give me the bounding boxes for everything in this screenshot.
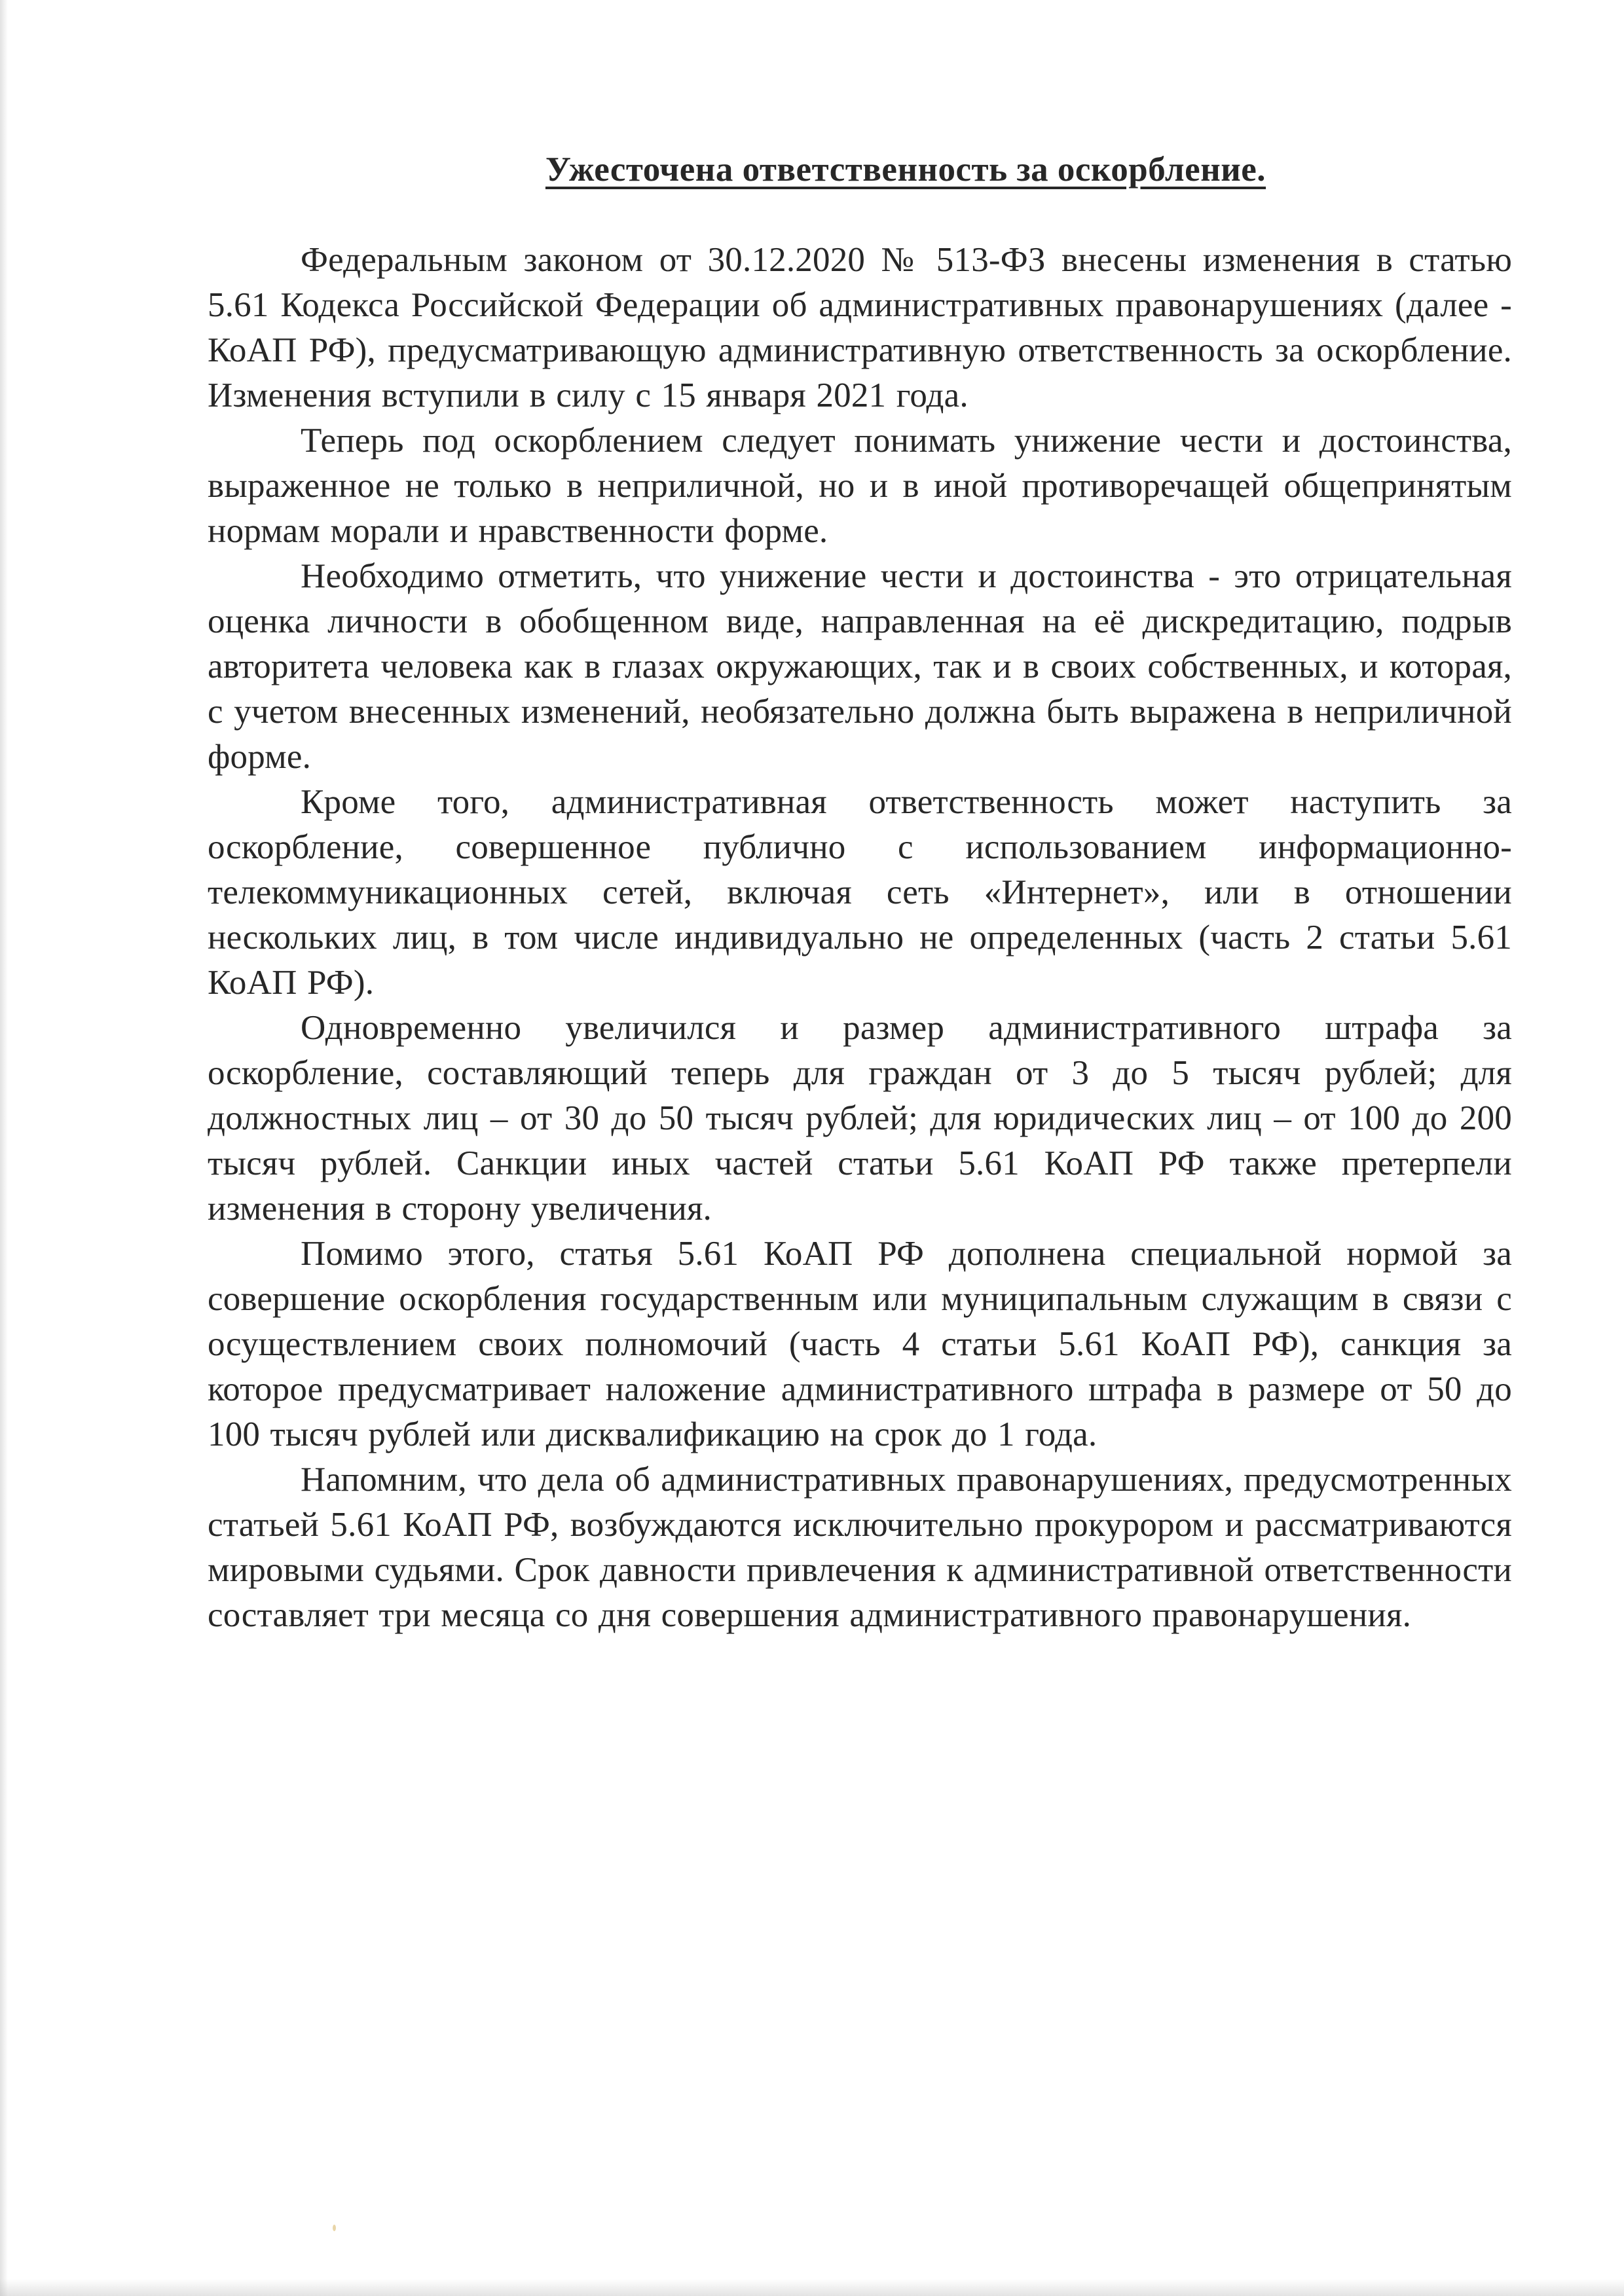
paragraph: Необходимо отметить, что унижение чести и достоинства - это отрицательная оценка личности в обобщенном виде, направленная на её дискредитацию, подрыв авторитета человека как в глазах окружающих, так и в своих собственных, и которая, с учетом внесенных изменений, необязательно должна быть выражена в неприличной форме. (208, 557, 1512, 776)
document-body (208, 147, 1512, 1638)
document-title: Ужесточена ответственность за оскорбление. (545, 151, 1266, 189)
scan-artifact-bottom-edge (0, 2279, 1624, 2296)
scan-artifact-speck (333, 2225, 336, 2231)
paragraph: Кроме того, административная ответственность может наступить за оскорбление, совершенное публично с использованием информационно-телекоммуникационных сетей, включая сеть «Интернет», или в отношении нескольких лиц, в том числе индивидуально не определенных (часть 2 статьи 5.61 КоАП РФ). (208, 783, 1512, 1002)
paragraph: Напомним, что дела об административных правонарушениях, предусмотренных статьей 5.61 КоАП РФ, возбуждаются исключительно прокурором и рассматриваются мировыми судьями. Срок давности привлечения к административной ответственности составляет три месяца со дня совершения административного правонарушения. (208, 1461, 1512, 1634)
scan-artifact-left-edge (0, 0, 8, 2296)
paragraph: Одновременно увеличился и размер административного штрафа за оскорбление, составляющий теперь для граждан от 3 до 5 тысяч рублей; для должностных лиц – от 30 до 50 тысяч рублей; для юридических лиц – от 100 до 200 тысяч рублей. Санкции иных частей статьи 5.61 КоАП РФ также претерпели изменения в сторону увеличения. (208, 1009, 1512, 1228)
paragraph: Федеральным законом от 30.12.2020 № 513-ФЗ внесены изменения в статью 5.61 Кодекса Российской Федерации об административных правонарушениях (далее - КоАП РФ), предусматривающую административную ответственность за оскорбление. Изменения вступили в силу с 15 января 2021 года. (208, 241, 1512, 414)
paragraph: Помимо этого, статья 5.61 КоАП РФ дополнена специальной нормой за совершение оскорбления государственным или муниципальным служащим в связи с осуществлением своих полномочий (часть 4 статьи 5.61 КоАП РФ), санкция за которое предусматривает наложение административного штрафа в размере от 50 до 100 тысяч рублей или дисквалификацию на срок до 1 года. (208, 1235, 1512, 1453)
paragraph: Теперь под оскорблением следует понимать унижение чести и достоинства, выраженное не только в неприличной, но и в иной противоречащей общепринятым нормам морали и нравственности форме. (208, 422, 1512, 550)
